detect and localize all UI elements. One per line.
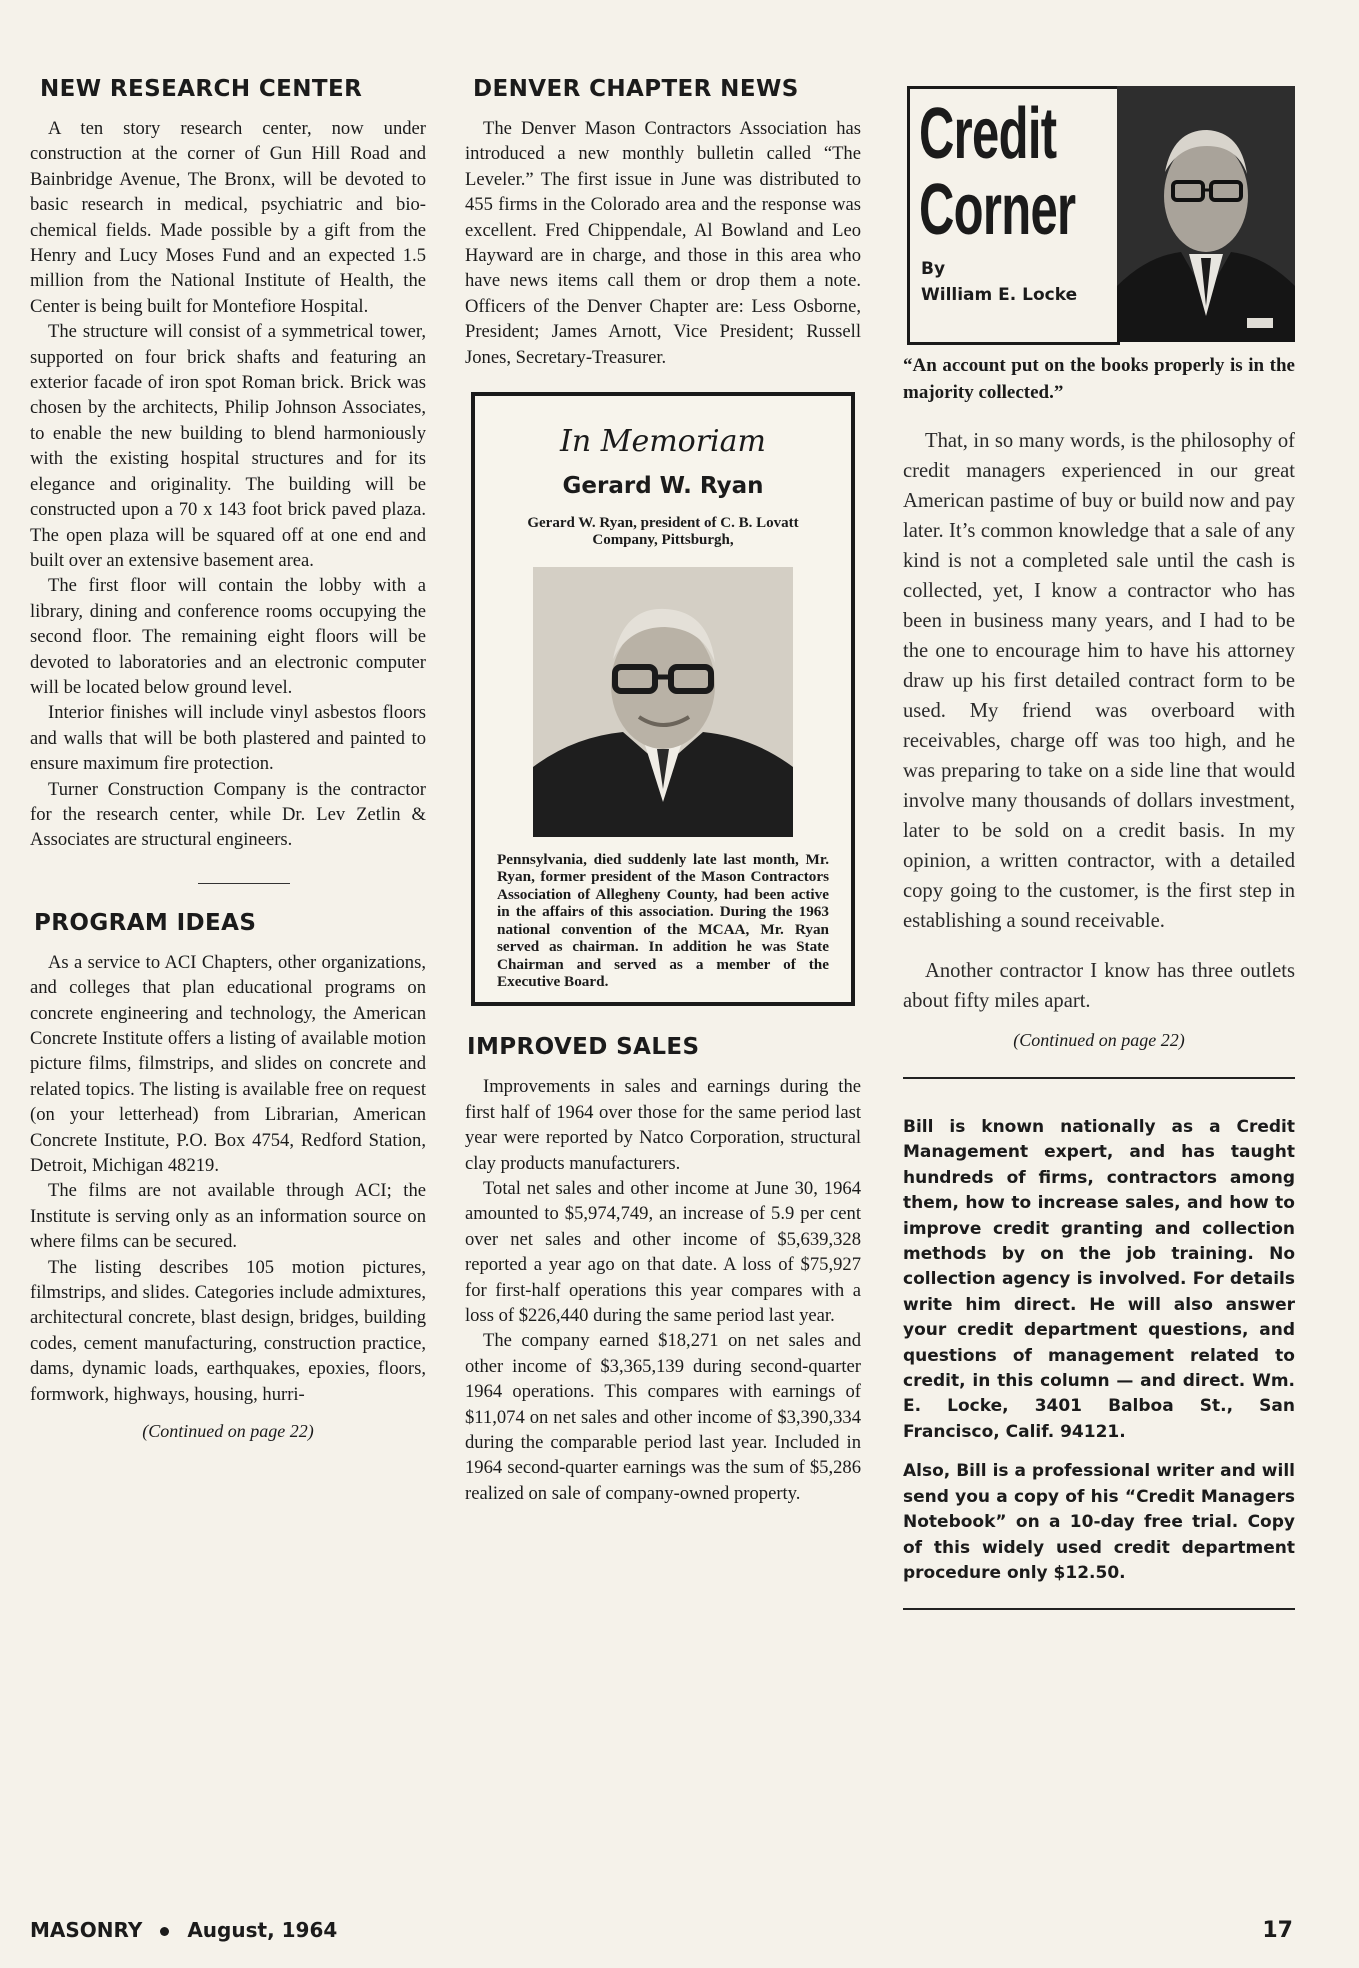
continued-note: (Continued on page 22) [1013,1030,1185,1050]
article-body [30,950,426,1407]
divider [903,1608,1295,1610]
credit-corner-header [903,76,1295,344]
page-number: 17 [1262,1918,1293,1943]
bio-paragraph: Bill is known nationally as a Credit Management expert, and has taught hundreds of firms, contractors among them, how to increase sales, and how to improve credit granting and collection methods by on the job training. No collection agency is involved. For details write him direct. He will also answer your credit department questions, and questions of management related to credit, in this column — and direct. Wm. E. Locke, 3401 Balboa St., San Francisco, Calif. 94121. [903,1117,1295,1442]
paragraph: Another contractor I know has three outlets about fifty miles apart. [903,960,1295,1012]
paragraph: The Denver Mason Contractors Association has introduced a new monthly bulletin called “The Leveler.” The first issue in June was distributed to 455 firms in the Colorado area and the response was excellent. Fred Chippendale, Al Bowland and Leo Hayward are in charge, and those in this area who have news items call them or drop them a note. Officers of the Denver Chapter are: Less Osborne, President; James Arnott, Vice President; Russell Jones, Secretary-Treasurer. [465,118,861,368]
article-denver-chapter-news [465,76,861,370]
article-heading: IMPROVED SALES [467,1034,700,1061]
column-right [903,76,1295,1646]
byline-label: By [921,259,946,279]
portrait-photo [533,567,793,837]
paragraph: A ten story research center, now under construction at the corner of Gun Hill Road and Bainbridge Avenue, The Bronx, will be devoted to basic research in medical, psychiatric and bio-chemical fields. Made possible by a gift from the Henry and Lucy Moses Fund and an expected 1.5 million from the National Institute of Health, the Center is being built for Montefiore Hospital. [30,118,426,317]
article-heading: PROGRAM IDEAS [34,909,257,936]
memoriam-name: Gerard W. Ryan [562,473,764,500]
article-body [30,116,426,853]
column-title-line: Credit [919,94,1057,174]
paragraph: The structure will consist of a symmetrical tower, supported on four brick shafts and featuring an exterior facade of iron spot Roman brick. Brick was chosen by the architects, Philip Johnson Associates, to enable the new building to blend harmoniously with the existing hospital structures and for its elegance and originality. The building will be constructed upon a 70 x 143 foot brick paved plaza. The open plaza will be squared off at one end and built over an extensive basement area. [30,321,426,571]
byline [921,256,1077,308]
paragraph: Turner Construction Company is the contractor for the research center, while Dr. Lev Zetlin & Associates are structural engineers. [30,778,426,851]
divider [198,883,290,884]
continued-note: (Continued on page 22) [142,1421,314,1442]
column-body [903,426,1295,1016]
memoriam-title: In Memoriam [560,424,766,460]
author-photo [1117,86,1295,342]
paragraph: The listing describes 105 motion pictures, filmstrips, and slides. Categories include admixtures, architectural concrete, blast design, bridges, building codes, cement manufacturing, construction practice, dams, dynamic loads, earthquakes, epoxies, floors, formwork, highways, housing, hurri- [30,1256,426,1405]
divider [903,1077,1295,1079]
memoriam-body: Pennsylvania, died suddenly late last month, Mr. Ryan, former president of the Mason Contractors Association of Allegheny County, had been active in the affairs of this association. During the 1963 national convention of the MCAA, Mr. Ryan served as chairman. In addition he was State Chairman and served as a member of the Executive Board. [497,851,829,990]
paragraph: The company earned $18,271 on net sales and other income of $3,365,139 during second-quarter 1964 operations. This compares with earnings of $11,074 on net sales and other income of $3,390,334 during the comparable period last year. Included in 1964 second-quarter earnings was the sum of $5,286 realized on sale of company-owned property. [465,1330,861,1504]
paragraph: That, in so many words, is the philosophy of credit managers experienced in our great American pastime of buy or build now and pay later. It’s common knowledge that a sale of any kind is not a completed sale until the cash is collected, yet, I know a contractor who has been in business many years, and I had to be the one to encourage him to have his attorney draw up his first detailed contract form to be used. My friend was overboard with receivables, charge off was too high, and he was preparing to take on a side line that would involve many thousands of dollars investment, later to be sold on a credit basis. In my opinion, a written contractor, with a detailed copy going to the customer, is the first step in establishing a sound receivable. [903,430,1295,932]
column-middle [465,76,861,1506]
paragraph: Total net sales and other income at June 30, 1964 amounted to $5,974,749, an increase of 5.9 per cent over net sales and other income of $5,639,328 reported a year ago on that date. A loss of $75,927 for first-half operations this year compares with a loss of $226,440 during the same period last year. [465,1177,861,1326]
paragraph: The first floor will contain the lobby with a library, dining and conference rooms occupying the second floor. The remaining eight floors will be devoted to laboratories and an electronic computer will be located below ground level. [30,575,426,698]
issue-date: August, 1964 [187,1918,338,1942]
article-heading: DENVER CHAPTER NEWS [473,76,799,102]
pull-quote: “An account put on the books properly is in the majority collected.” [903,355,1295,403]
article-heading: NEW RESEARCH CENTER [40,76,363,102]
author-bio [903,1115,1295,1586]
column-title [919,96,1075,248]
article-body [465,1074,861,1506]
paragraph: The films are not available through ACI; the Institute is serving only as an information source on where films can be secured. [30,1180,426,1253]
column-title-line: Corner [919,170,1076,250]
column-left [30,76,426,1442]
article-improved-sales [465,1034,861,1506]
memoriam-box [471,392,855,1006]
paragraph: Interior finishes will include vinyl asbestos floors and walls that will be both plastered and painted to ensure maximum fire protection. [30,702,426,775]
bio-paragraph: Also, Bill is a professional writer and will send you a copy of his “Credit Managers Notebook” on a 10-day free trial. Copy of this widely used credit department procedure only $12.50. [903,1461,1295,1583]
memoriam-intro: Gerard W. Ryan, president of C. B. Lovatt Company, Pittsburgh, [527,515,799,549]
paragraph: As a service to ACI Chapters, other organizations, and colleges that plan educational programs on concrete engineering and technology, the American Concrete Institute offers a listing of available motion picture films, filmstrips, and slides on concrete and related topics. The listing is available free on request (on your letterhead) from Librarian, American Concrete Institute, P.O. Box 4754, Redford Station, Detroit, Michigan 48219. [30,951,426,1177]
article-program-ideas [30,910,426,1442]
article-body [465,116,861,370]
paragraph: Improvements in sales and earnings during the first half of 1964 over those for the same period last year were reported by Natco Corporation, structural clay products manufacturers. [465,1076,861,1174]
publication-name: MASONRY [30,1918,143,1942]
footer-publication [30,1918,337,1942]
bullet-icon [160,1927,169,1936]
article-new-research-center [30,76,426,853]
author-name: William E. Locke [921,285,1078,305]
